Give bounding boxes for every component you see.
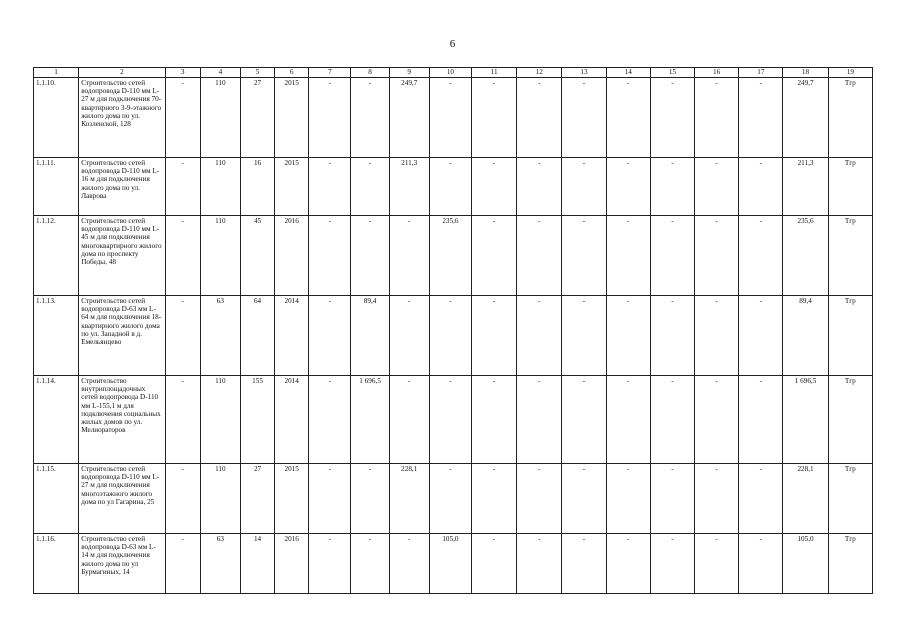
value-cell: - — [429, 376, 471, 464]
value-cell: 14 — [240, 534, 274, 594]
column-header: 1 — [34, 68, 79, 78]
value-cell: 2016 — [275, 534, 309, 594]
value-cell: Тгр — [828, 534, 872, 594]
value-cell: Тгр — [828, 296, 872, 376]
column-header: 19 — [828, 68, 872, 78]
value-cell: - — [429, 296, 471, 376]
value-cell: - — [517, 296, 562, 376]
value-cell: - — [351, 158, 389, 216]
value-cell: - — [562, 158, 606, 216]
value-cell: 110 — [200, 158, 240, 216]
value-cell: - — [389, 296, 429, 376]
column-header: 15 — [650, 68, 694, 78]
value-cell: Тгр — [828, 464, 872, 534]
value-cell: - — [695, 78, 739, 158]
value-cell: 211,3 — [389, 158, 429, 216]
row-number-cell: 1.1.12. — [34, 216, 79, 296]
row-number-cell: 1.1.11. — [34, 158, 79, 216]
table-row — [34, 376, 873, 464]
row-number-cell: 1.1.13. — [34, 296, 79, 376]
column-header: 11 — [472, 68, 517, 78]
value-cell: - — [606, 78, 650, 158]
value-cell: 155 — [240, 376, 274, 464]
value-cell: - — [606, 296, 650, 376]
value-cell: - — [739, 158, 783, 216]
value-cell: - — [562, 296, 606, 376]
column-header: 6 — [275, 68, 309, 78]
value-cell: - — [739, 376, 783, 464]
value-cell: Тгр — [828, 216, 872, 296]
value-cell: - — [472, 376, 517, 464]
column-header: 5 — [240, 68, 274, 78]
value-cell: - — [695, 216, 739, 296]
value-cell: - — [309, 376, 351, 464]
value-cell: - — [517, 464, 562, 534]
value-cell: Тгр — [828, 78, 872, 158]
value-cell: - — [472, 158, 517, 216]
value-cell: 1 696,5 — [351, 376, 389, 464]
value-cell: - — [389, 534, 429, 594]
value-cell: - — [517, 78, 562, 158]
value-cell: - — [650, 78, 694, 158]
value-cell: - — [739, 78, 783, 158]
column-header: 2 — [79, 68, 165, 78]
value-cell: - — [165, 376, 200, 464]
column-header: 14 — [606, 68, 650, 78]
value-cell: - — [165, 464, 200, 534]
value-cell: - — [309, 296, 351, 376]
table-row — [34, 534, 873, 594]
value-cell: - — [472, 464, 517, 534]
value-cell: - — [562, 216, 606, 296]
value-cell: - — [309, 464, 351, 534]
value-cell: 2016 — [275, 216, 309, 296]
value-cell: - — [309, 78, 351, 158]
column-header: 13 — [562, 68, 606, 78]
value-cell: 235,6 — [429, 216, 471, 296]
value-cell: - — [165, 216, 200, 296]
value-cell: 27 — [240, 78, 274, 158]
value-cell: - — [695, 464, 739, 534]
investment-table — [33, 67, 873, 594]
value-cell: - — [739, 216, 783, 296]
value-cell: - — [695, 534, 739, 594]
value-cell: - — [309, 534, 351, 594]
value-cell: 235,6 — [783, 216, 828, 296]
value-cell: - — [606, 216, 650, 296]
description-cell: Строительство сетей водопровода D-110 мм L-27 м для подключения многоэтажного жилого дома по ул Гагарина, 25 — [79, 464, 165, 534]
value-cell: 110 — [200, 376, 240, 464]
value-cell: - — [309, 158, 351, 216]
description-cell: Строительство сетей водопровода D-63 мм L-14 м для подключения жилого дома по ул Бурмагиных, 14 — [79, 534, 165, 594]
value-cell: - — [650, 376, 694, 464]
value-cell: 228,1 — [389, 464, 429, 534]
value-cell: - — [429, 78, 471, 158]
value-cell: 63 — [200, 296, 240, 376]
value-cell: 2014 — [275, 296, 309, 376]
value-cell: - — [739, 464, 783, 534]
value-cell: - — [562, 464, 606, 534]
row-number-cell: 1.1.16. — [34, 534, 79, 594]
page-number: 6 — [449, 38, 456, 50]
value-cell: 2015 — [275, 78, 309, 158]
row-number-cell: 1.1.15. — [34, 464, 79, 534]
value-cell: 105,0 — [429, 534, 471, 594]
value-cell: 110 — [200, 216, 240, 296]
table-row — [34, 216, 873, 296]
row-number-cell: 1.1.10. — [34, 78, 79, 158]
value-cell: - — [165, 78, 200, 158]
column-header: 12 — [517, 68, 562, 78]
value-cell: 249,7 — [389, 78, 429, 158]
value-cell: - — [517, 158, 562, 216]
value-cell: - — [606, 158, 650, 216]
value-cell: 110 — [200, 78, 240, 158]
value-cell: 89,4 — [783, 296, 828, 376]
header-row — [34, 68, 873, 78]
row-number-cell: 1.1.14. — [34, 376, 79, 464]
value-cell: - — [562, 376, 606, 464]
value-cell: - — [650, 158, 694, 216]
table-row — [34, 158, 873, 216]
value-cell: - — [650, 296, 694, 376]
description-cell: Строительство внутриплощадочных сетей водопровода D-110 мм L-155,1 м для подключения социальных жилых домов по ул. Мелиораторов — [79, 376, 165, 464]
value-cell: - — [606, 464, 650, 534]
column-header: 10 — [429, 68, 471, 78]
value-cell: - — [650, 216, 694, 296]
value-cell: Тгр — [828, 158, 872, 216]
value-cell: 27 — [240, 464, 274, 534]
value-cell: 228,1 — [783, 464, 828, 534]
value-cell: - — [165, 296, 200, 376]
value-cell: - — [472, 78, 517, 158]
column-header: 18 — [783, 68, 828, 78]
value-cell: - — [429, 464, 471, 534]
value-cell: - — [606, 376, 650, 464]
value-cell: - — [517, 216, 562, 296]
value-cell: - — [650, 534, 694, 594]
value-cell: - — [351, 78, 389, 158]
column-header: 4 — [200, 68, 240, 78]
value-cell: 2015 — [275, 464, 309, 534]
value-cell: - — [650, 464, 694, 534]
value-cell: - — [165, 158, 200, 216]
description-cell: Строительство сетей водопровода D-110 мм L-27 м для подключения 70-квартирного 3-9-этажного жилого дома по ул. Козленской, 128 — [79, 78, 165, 158]
column-header: 17 — [739, 68, 783, 78]
table-row — [34, 296, 873, 376]
value-cell: 1 696,5 — [783, 376, 828, 464]
value-cell: 211,3 — [783, 158, 828, 216]
description-cell: Строительство сетей водопровода D-110 мм L-16 м для подключения жилого дома по ул. Лаврова — [79, 158, 165, 216]
value-cell: - — [695, 376, 739, 464]
value-cell: 64 — [240, 296, 274, 376]
value-cell: - — [472, 296, 517, 376]
value-cell: 45 — [240, 216, 274, 296]
value-cell: 110 — [200, 464, 240, 534]
value-cell: - — [517, 534, 562, 594]
value-cell: - — [562, 534, 606, 594]
value-cell: 89,4 — [351, 296, 389, 376]
column-header: 3 — [165, 68, 200, 78]
description-cell: Строительство сетей водопровода D-63 мм L-64 м для подключения 18-квартирного жилого дома по ул. Западной в д. Емельянцево — [79, 296, 165, 376]
value-cell: - — [472, 534, 517, 594]
value-cell: - — [429, 158, 471, 216]
value-cell: 63 — [200, 534, 240, 594]
table-row — [34, 464, 873, 534]
column-header: 7 — [309, 68, 351, 78]
value-cell: 2015 — [275, 158, 309, 216]
value-cell: - — [351, 534, 389, 594]
value-cell: - — [351, 464, 389, 534]
column-header: 8 — [351, 68, 389, 78]
value-cell: - — [351, 216, 389, 296]
value-cell: - — [165, 534, 200, 594]
value-cell: 105,0 — [783, 534, 828, 594]
value-cell: - — [695, 158, 739, 216]
value-cell: - — [739, 296, 783, 376]
value-cell: - — [517, 376, 562, 464]
value-cell: - — [606, 534, 650, 594]
value-cell: 16 — [240, 158, 274, 216]
value-cell: - — [309, 216, 351, 296]
value-cell: - — [389, 376, 429, 464]
value-cell: - — [695, 296, 739, 376]
value-cell: - — [562, 78, 606, 158]
column-header: 9 — [389, 68, 429, 78]
table-row — [34, 78, 873, 158]
value-cell: - — [389, 216, 429, 296]
value-cell: 2014 — [275, 376, 309, 464]
value-cell: - — [739, 534, 783, 594]
column-header: 16 — [695, 68, 739, 78]
value-cell: - — [472, 216, 517, 296]
value-cell: 249,7 — [783, 78, 828, 158]
description-cell: Строительство сетей водопровода D-110 мм L-45 м для подключения многоквартирного жилого дома по проспекту Победы, 48 — [79, 216, 165, 296]
value-cell: Тгр — [828, 376, 872, 464]
